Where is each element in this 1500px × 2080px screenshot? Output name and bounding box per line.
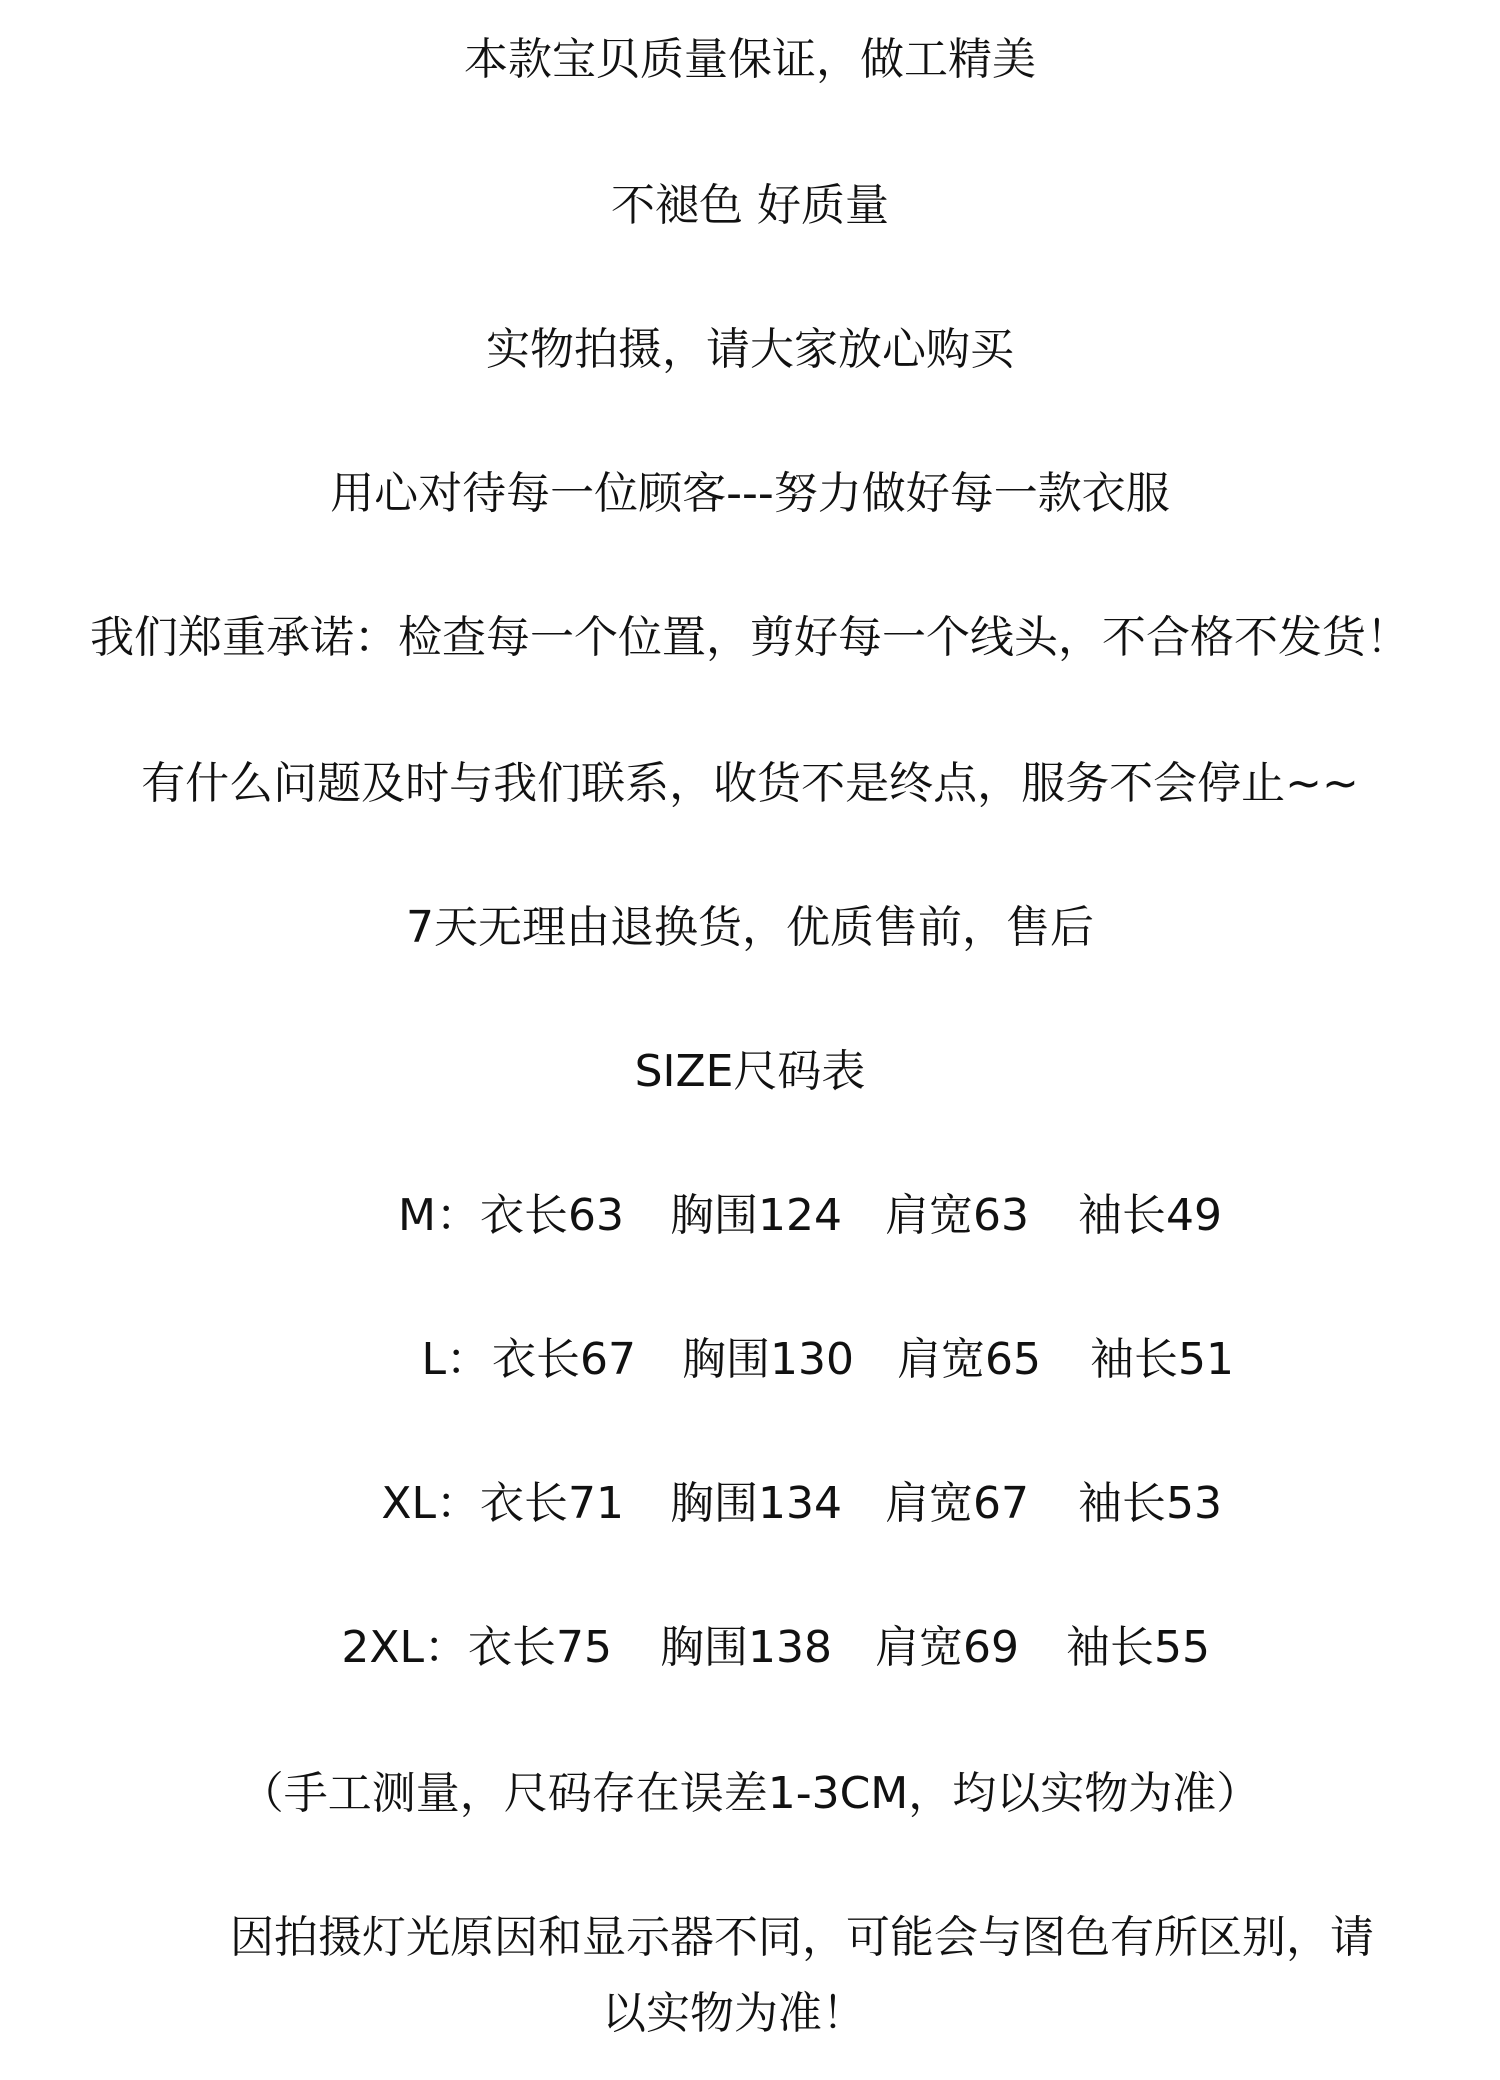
chest-value: 胸围138	[660, 1622, 832, 1673]
shoulder-value: 肩宽69	[875, 1622, 1019, 1673]
real-photo-line: 实物拍摄，请大家放心购买	[486, 324, 1014, 375]
size-row-l	[0, 1332, 1500, 1388]
color-note-line-1: 因拍摄灯光原因和显示器不同，可能会与图色有所区别，请	[230, 1912, 1374, 1963]
contact-line: 有什么问题及时与我们联系，收货不是终点，服务不会停止~~	[141, 758, 1359, 809]
size-label: L：	[421, 1334, 490, 1385]
length-value: 衣长71	[480, 1478, 624, 1529]
sleeve-value: 袖长53	[1078, 1478, 1222, 1529]
sleeve-value: 袖长49	[1078, 1190, 1222, 1241]
size-label: XL：	[381, 1478, 480, 1529]
length-value: 衣长63	[480, 1190, 624, 1241]
shoulder-value: 肩宽65	[897, 1334, 1041, 1385]
size-row-2xl	[0, 1620, 1500, 1676]
quality-line: 本款宝贝质量保证，做工精美	[464, 34, 1036, 85]
color-difference-note	[230, 1900, 1480, 2052]
size-label: 2XL：	[341, 1622, 468, 1673]
chest-value: 胸围124	[670, 1190, 842, 1241]
sleeve-value: 袖长51	[1090, 1334, 1234, 1385]
chest-value: 胸围134	[670, 1478, 842, 1529]
size-chart-title: SIZE尺码表	[634, 1046, 866, 1097]
color-note-line-2: 以实物为准！	[602, 1988, 866, 2039]
chest-value: 胸围130	[682, 1334, 854, 1385]
shoulder-value: 肩宽67	[885, 1478, 1029, 1529]
size-row-m	[0, 1188, 1500, 1244]
size-label: M：	[398, 1190, 480, 1241]
length-value: 衣长67	[492, 1334, 636, 1385]
promise-line: 我们郑重承诺：检查每一个位置，剪好每一个线头，不合格不发货！	[90, 612, 1410, 663]
size-row-xl	[0, 1476, 1500, 1532]
service-motto-line: 用心对待每一位顾客---努力做好每一款衣服	[330, 468, 1170, 519]
colorfast-line: 不褪色 好质量	[611, 180, 889, 231]
measurement-note: （手工测量，尺码存在误差1-3CM，均以实物为准）	[239, 1768, 1261, 1819]
return-policy-line: 7天无理由退换货，优质售前，售后	[406, 902, 1094, 953]
sleeve-value: 袖长55	[1066, 1622, 1210, 1673]
length-value: 衣长75	[468, 1622, 612, 1673]
shoulder-value: 肩宽63	[885, 1190, 1029, 1241]
